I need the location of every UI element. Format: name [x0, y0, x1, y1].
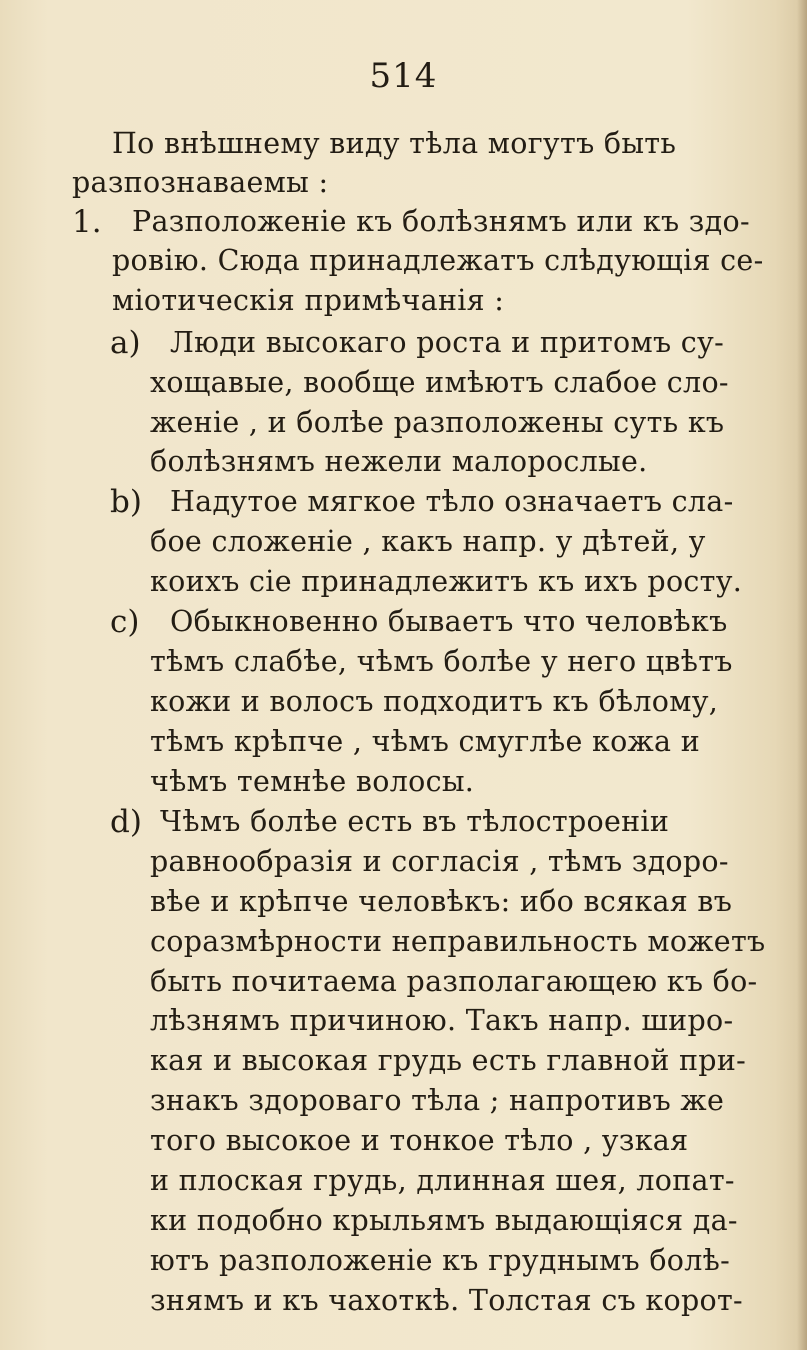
- item-b-line-1: Надутое мягкое тѣло означаетъ сла-: [170, 485, 734, 518]
- item-a-line-1: Люди высокаго роста и притомъ су-: [170, 326, 725, 359]
- item-c-line-2: тѣмъ слабѣе, чѣмъ болѣе у него цвѣтъ: [150, 645, 733, 678]
- item-d-line-5: быть почитаема разполагающею къ бо-: [150, 965, 758, 998]
- item-d-line-8: знакъ здороваго тѣла ; напротивъ же: [150, 1084, 725, 1117]
- item-d-line-1: Чѣмъ болѣе есть въ тѣлостроенiи: [160, 805, 670, 838]
- intro-line-1: По внѣшнему виду тѣла могутъ быть: [112, 127, 677, 160]
- item-c-marker: c): [110, 604, 140, 640]
- item-d-line-4: соразмѣрности неправильность можетъ: [150, 925, 766, 958]
- item-d-line-2: равнообразiя и согласiя , тѣмъ здоро-: [150, 845, 729, 878]
- item-b-line-2: бое сложенiе , какъ напр. у дѣтей, у: [150, 525, 706, 558]
- section-1-line-2: ровiю. Сюда принадлежатъ слѣдующiя се-: [112, 244, 764, 277]
- item-c-line-5: чѣмъ темнѣе волосы.: [150, 765, 475, 798]
- item-d-line-11: ки подобно крыльямъ выдающiяся да-: [150, 1204, 738, 1237]
- item-d-line-13: знямъ и къ чахоткѣ. Толстая съ корот-: [150, 1284, 743, 1317]
- item-d-line-9: того высокое и тонкое тѣло , узкая: [150, 1124, 689, 1157]
- item-d-marker: d): [110, 804, 142, 840]
- item-a-line-4: болѣзнямъ нежели малорослые.: [150, 445, 648, 478]
- intro-line-2: разпознаваемы :: [72, 166, 329, 199]
- item-a-line-2: хощавые, вообще имѣютъ слабое сло-: [150, 366, 729, 399]
- item-d-line-6: лѣзнямъ причиною. Такъ напр. широ-: [150, 1004, 734, 1037]
- section-1-marker: 1.: [72, 204, 102, 240]
- item-b-marker: b): [110, 484, 142, 520]
- item-d-line-10: и плоская грудь, длинная шея, лопат-: [150, 1164, 735, 1197]
- item-d-line-12: ютъ разположенiе къ груднымъ болѣ-: [150, 1244, 731, 1277]
- item-d-line-7: кая и высокая грудь есть главной при-: [150, 1044, 747, 1077]
- item-b-line-3: коихъ сiе принадлежитъ къ ихъ росту.: [150, 565, 743, 598]
- page-number: 514: [369, 56, 438, 96]
- section-1-line-3: мiотическiя примѣчанiя :: [112, 284, 505, 317]
- page-edge-shadow: [797, 0, 807, 1350]
- item-c-line-4: тѣмъ крѣпче , чѣмъ смуглѣе кожа и: [150, 725, 701, 758]
- item-c-line-1: Обыкновенно бываетъ что человѣкъ: [170, 605, 728, 638]
- item-a-line-3: женiе , и болѣе разположены суть къ: [150, 406, 725, 439]
- item-d-line-3: вѣе и крѣпче человѣкъ: ибо всякая въ: [150, 885, 733, 918]
- section-1-line-1: Разположенiе къ болѣзнямъ или къ здо-: [132, 205, 750, 238]
- item-a-marker: a): [110, 325, 141, 361]
- item-c-line-3: кожи и волосъ подходитъ къ бѣлому,: [150, 685, 719, 718]
